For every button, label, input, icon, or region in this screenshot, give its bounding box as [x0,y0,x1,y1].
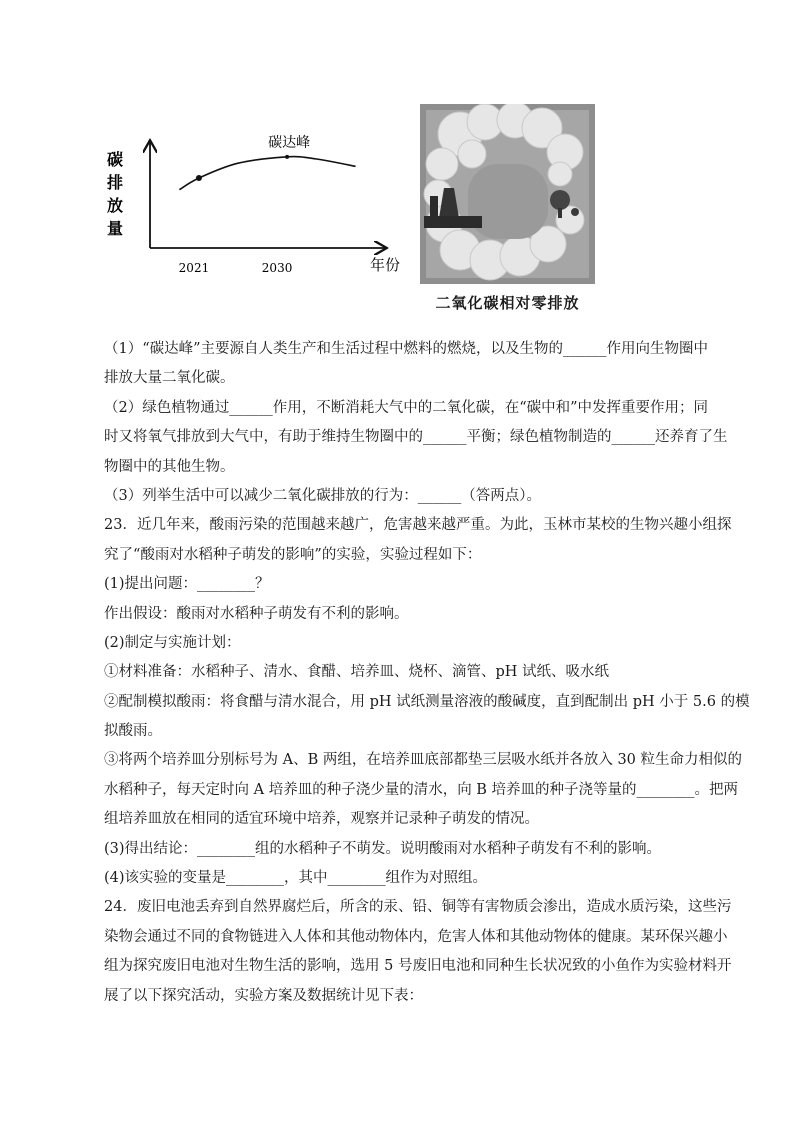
text-line: 拟酸雨。 [104,723,162,740]
text-line: (4)该实验的变量是________，其中________组作为对照组。 [104,870,488,887]
photo-caption: 二氧化碳相对零排放 [435,294,580,312]
text-line: （1）“碳达峰”主要源自人类生产和生活过程中燃料的燃烧，以及生物的______作用向生物圈中 [104,341,709,357]
y-label-char: 放 [106,196,124,215]
text-line: 23．近几年来，酸雨污染的范围越来越广，危害越来越严重。为此，玉林市某校的生物兴趣小组探 [104,517,732,534]
text-line: (2)制定与实施计划： [104,634,241,651]
text-line: 组为探究废旧电池对生物生活的影响，选用 5 号废旧电池和同种生长状况致的小鱼作为实验材料开 [104,958,732,975]
y-axis-label [107,150,123,238]
text-line: 排放大量二氧化碳。 [104,370,235,387]
text-line: 水稻种子，每天定时向 A 培养皿的种子浇少量的清水，向 B 培养皿的种子浇等量的________。把两 [104,781,739,798]
y-label-char: 碳 [106,150,124,169]
text-line: 染物会通过不同的食物链进入人体和其他动物体内，危害人体和其他动物体的健康。某环保兴趣小 [104,928,728,945]
text-line: (3)得出结论：________组的水稻种子不萌发。说明酸雨对水稻种子萌发有不利的影响。 [104,840,662,857]
text-line: ②配制模拟酸雨：将食醋与清水混合，用 pH 试纸测量溶液的酸碱度，直到配制出 pH 小于 5.6 的模 [104,693,750,710]
peak-annotation: 碳达峰 [268,134,311,151]
y-label-char: 排 [106,173,124,192]
text-line: ①材料准备：水稻种子、清水、食醋、培养皿、烧杯、滴管、pH 试纸、吸水纸 [104,664,610,681]
figure-area [0,0,800,320]
text-line: 时又将氧气排放到大气中，有助于维持生物圈中的______平衡；绿色植物制造的______还养育了生 [104,429,728,446]
data-point-2021 [196,175,202,181]
text-line: 展了以下探究活动，实验方案及数据统计见下表： [104,987,423,1004]
x-tick-label: 2030 [261,261,293,275]
carbon-peak-chart [95,130,405,280]
text-line: 作出假设：酸雨对水稻种子萌发有不利的影响。 [104,605,409,622]
text-line: （2）绿色植物通过______作用，不断消耗大气中的二氧化碳，在“碳中和”中发挥重要作用；同 [104,399,709,416]
question-text [104,335,750,1011]
text-line: 究了“酸雨对水稻种子萌发的影响”的实验，实验过程如下： [104,546,482,563]
x-tick-label: 2021 [178,261,210,275]
text-line: （3）列举生活中可以减少二氧化碳排放的行为：______（答两点）。 [104,487,541,504]
y-label-char: 量 [106,219,124,238]
text-line: (1)提出问题：________？ [104,576,270,593]
text-line: 物圈中的其他生物。 [104,458,235,475]
series-line [179,157,355,190]
data-point-2030 [285,155,289,159]
text-line: 24．废旧电池丢弃到自然界腐烂后，所含的汞、铅、铜等有害物质会渗出，造成水质污染，这些污 [104,899,732,916]
text-line: ③将两个培养皿分别标号为 A、B 两组，在培养皿底部都垫三层吸水纸并各放入 30 粒生命力相似的 [104,752,743,769]
x-axis-label: 年份 [370,256,401,274]
text-line: 组培养皿放在相同的适宜环境中培养，观察并记录种子萌发的情况。 [104,811,539,828]
zero-emission-photo [420,104,595,284]
